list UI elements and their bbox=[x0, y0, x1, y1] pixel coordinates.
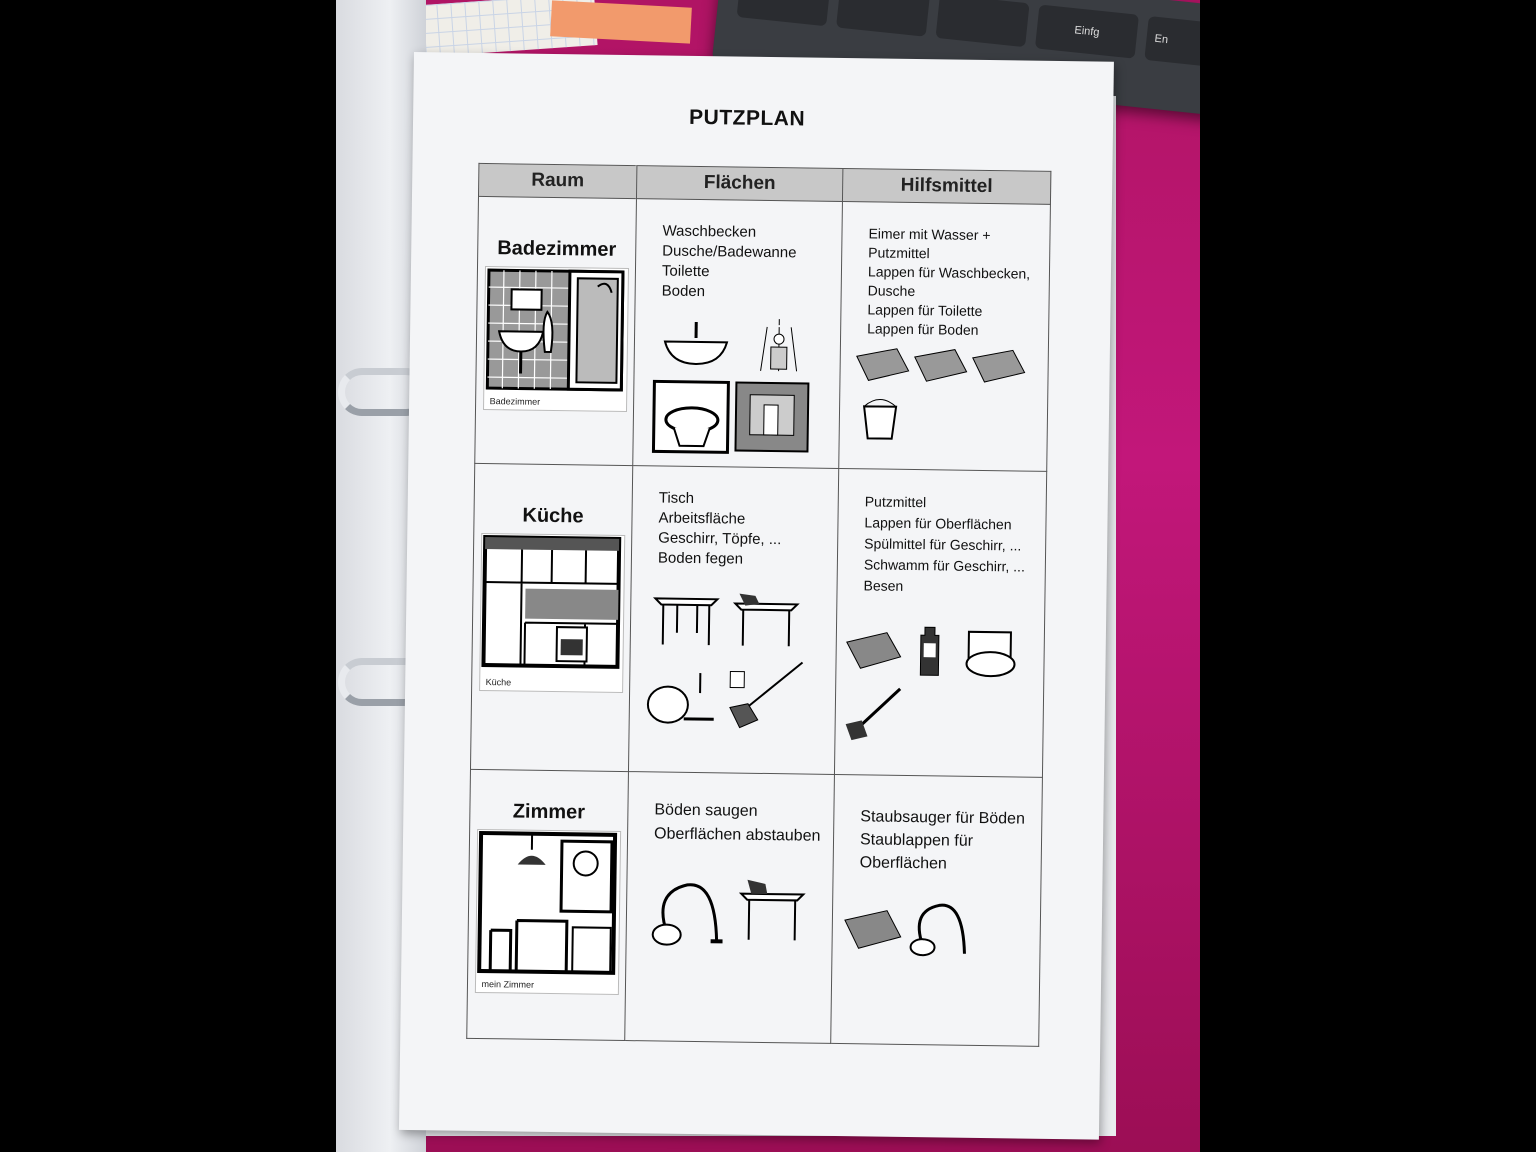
tools-list bbox=[841, 202, 1050, 341]
vacuum-icon bbox=[904, 897, 971, 958]
broom-icon bbox=[726, 659, 807, 732]
dishes-icon bbox=[644, 670, 725, 731]
room-name: Zimmer bbox=[512, 800, 586, 824]
wipe-table-icon bbox=[731, 589, 802, 650]
surfaces-cell bbox=[633, 199, 843, 469]
tools-cell bbox=[839, 201, 1051, 471]
header-flaechen: Flächen bbox=[636, 166, 842, 202]
surfaces-list bbox=[632, 466, 838, 571]
key-ende: En bbox=[1144, 16, 1200, 68]
cloth-icon bbox=[970, 348, 1026, 385]
list-item: Lappen für Waschbecken, bbox=[867, 263, 1031, 282]
header-raum: Raum bbox=[478, 163, 636, 198]
list-item: Oberflächen abstauben bbox=[653, 825, 821, 845]
bucket-icon bbox=[858, 394, 903, 443]
photo-scene bbox=[336, 0, 1200, 1152]
tools-icons bbox=[835, 624, 1044, 777]
list-item: Lappen für Toilette bbox=[867, 301, 983, 319]
cloth-icon bbox=[844, 630, 903, 671]
list-item: Dusche bbox=[867, 282, 916, 300]
list-item: Putzmittel bbox=[868, 244, 930, 262]
sponge-icon bbox=[962, 628, 1017, 679]
table-row bbox=[467, 769, 1043, 1046]
tools-icons bbox=[839, 346, 1048, 459]
surfaces-list bbox=[628, 772, 834, 849]
cleaning-table bbox=[466, 163, 1051, 1047]
cloth-icon bbox=[843, 908, 904, 951]
kitchen-icon bbox=[480, 534, 622, 674]
list-item: Arbeitsfläche bbox=[658, 509, 746, 528]
room-pictogram bbox=[474, 829, 620, 995]
list-item: Eimer mit Wasser + bbox=[868, 225, 991, 244]
list-item: Oberflächen bbox=[859, 854, 948, 873]
keyboard-key bbox=[836, 0, 930, 37]
list-item: Böden saugen bbox=[654, 801, 758, 820]
cloth-icon bbox=[854, 346, 910, 383]
kitchen-pictogram bbox=[479, 533, 625, 693]
room-name: Badezimmer bbox=[497, 237, 617, 261]
room-cell bbox=[470, 463, 632, 771]
list-item: Boden fegen bbox=[657, 549, 744, 568]
sink-icon bbox=[661, 317, 732, 368]
surfaces-icons bbox=[626, 872, 832, 975]
tools-icons bbox=[832, 896, 1040, 989]
table-icon bbox=[651, 588, 722, 649]
floor-icon bbox=[733, 381, 810, 454]
surfaces-cell bbox=[628, 466, 838, 775]
keyboard-key bbox=[935, 0, 1029, 47]
bedroom-icon bbox=[476, 830, 618, 976]
list-item: Tisch bbox=[658, 489, 695, 507]
surfaces-list bbox=[636, 199, 842, 304]
document-page bbox=[399, 52, 1114, 1140]
list-item: Lappen für Boden bbox=[867, 320, 979, 338]
bathroom-pictogram bbox=[483, 266, 629, 412]
table-row bbox=[475, 196, 1051, 471]
key-einfg: Einfg bbox=[1035, 4, 1139, 58]
shower-icon bbox=[757, 317, 802, 374]
room-cell bbox=[467, 769, 629, 1040]
tools-cell bbox=[831, 774, 1043, 1046]
tools-cell bbox=[834, 468, 1046, 777]
list-item: Staublappen für bbox=[859, 831, 974, 850]
list-item: Staubsauger für Böden bbox=[860, 808, 1026, 828]
list-item: Geschirr, Töpfe, ... bbox=[658, 529, 782, 549]
bathroom-icon bbox=[484, 267, 626, 397]
list-item: Besen bbox=[863, 577, 904, 594]
tools-list bbox=[834, 775, 1042, 877]
list-item: Waschbecken bbox=[662, 222, 757, 241]
pictogram-caption: Badezimmer bbox=[489, 396, 541, 407]
list-item: Schwamm für Geschirr, ... bbox=[863, 556, 1026, 575]
pictogram-caption: Küche bbox=[485, 677, 512, 688]
list-item: Dusche/Badewanne bbox=[662, 242, 797, 262]
surfaces-cell bbox=[625, 772, 835, 1044]
toilet-icon bbox=[651, 379, 730, 454]
vacuum-icon bbox=[647, 876, 724, 947]
table-row bbox=[470, 463, 1046, 777]
surfaces-icons bbox=[633, 315, 840, 468]
broom-icon bbox=[843, 686, 904, 743]
document-title: PUTZPLAN bbox=[688, 105, 806, 131]
list-item: Boden bbox=[661, 282, 706, 301]
list-item: Lappen für Oberflächen bbox=[864, 514, 1012, 533]
tools-list bbox=[837, 469, 1046, 599]
list-item: Putzmittel bbox=[864, 493, 927, 511]
list-item: Spülmittel für Geschirr, ... bbox=[864, 535, 1022, 554]
surfaces-icons bbox=[629, 588, 836, 761]
sticky-note bbox=[550, 0, 692, 43]
list-item: Toilette bbox=[661, 262, 710, 281]
room-name: Küche bbox=[522, 504, 584, 528]
header-hilfsmittel: Hilfsmittel bbox=[842, 168, 1050, 204]
dish-soap-icon bbox=[914, 625, 945, 677]
pictogram-caption: mein Zimmer bbox=[481, 979, 535, 990]
room-cell bbox=[475, 196, 637, 465]
keyboard-key bbox=[737, 0, 831, 26]
dust-table-icon bbox=[737, 874, 808, 945]
cloth-icon bbox=[912, 347, 968, 384]
